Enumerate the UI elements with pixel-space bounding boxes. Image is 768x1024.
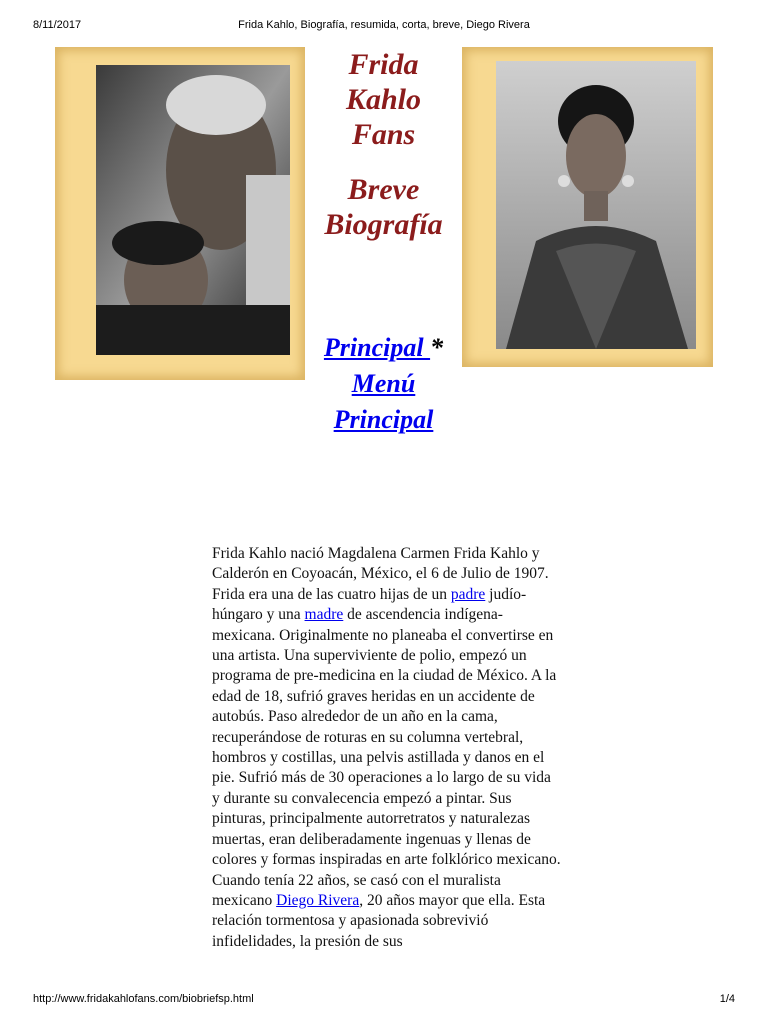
print-page-title: Frida Kahlo, Biografía, resumida, corta, breve, Diego Rivera (238, 19, 530, 31)
bio-text-2: judío-húngaro y una (212, 585, 527, 624)
bio-text-1: Frida Kahlo nació Magdalena Carmen Frida Kahlo y Calderón en Coyoacán, México, el 6 de Julio de 1907. Frida era una de las cuatro hijas de un (212, 545, 549, 603)
bio-text-4: , 20 años mayor que ella. Esta relación tormentosa y apasionada sobrevivió infidelidades, la presión de sus (212, 891, 546, 950)
title-line-breve: Breve (347, 173, 420, 206)
photo-frida-diego (96, 65, 290, 355)
title-line-kahlo: Kahlo (345, 83, 422, 116)
nav-menu-label-1: Menú (351, 369, 416, 398)
nav-link-principal[interactable]: Principal (323, 333, 431, 362)
site-title (305, 47, 462, 242)
print-url: http://www.fridakahlofans.com/biobriefsp.html (33, 993, 254, 1005)
link-madre[interactable]: madre (304, 606, 344, 624)
title-line-biografia: Biografía (324, 208, 443, 241)
title-line-frida: Frida (348, 48, 419, 81)
title-line-fans: Fans (351, 118, 416, 151)
photo-frida-portrait (496, 61, 696, 349)
biography-paragraph (212, 544, 562, 952)
nav-separator: * (430, 333, 444, 362)
print-date: 8/11/2017 (33, 19, 82, 31)
bio-text-3: de ascendencia indígena-mexicana. Originalmente no planeaba el convertirse en una artista. Una superviviente de polio, empezó un programa de pre-medicina en la ciudad de México. A la edad de 18, sufrió graves heridas en un accidente de autobús. Paso alrededor de un año en la cama, recuperándose de roturas en su columna vertebral, hombros y costillas, una pelvis astillada y danos en el pie. Sufrió más de 30 operaciones a lo largo de su vida y durante su convalecencia empezó a pintar. Sus pinturas, principalmente autorretratos y naturalezas muertas, eran deliberadamente ingenuas y llenas de colores y formas inspiradas en arte folklórico mexicano. Cuando tenía 22 años, se casó con el muralista mexicano (212, 606, 561, 909)
nav-link-menu-principal[interactable] (334, 369, 434, 434)
link-padre[interactable]: padre (450, 585, 486, 603)
photo-frida-portrait-image (496, 61, 696, 349)
nav-links (305, 330, 462, 438)
nav-menu-label-2: Principal (333, 405, 434, 434)
link-diego-rivera[interactable]: Diego Rivera (276, 891, 360, 909)
print-page-number: 1/4 (719, 993, 735, 1005)
photo-frida-diego-image (96, 65, 290, 355)
